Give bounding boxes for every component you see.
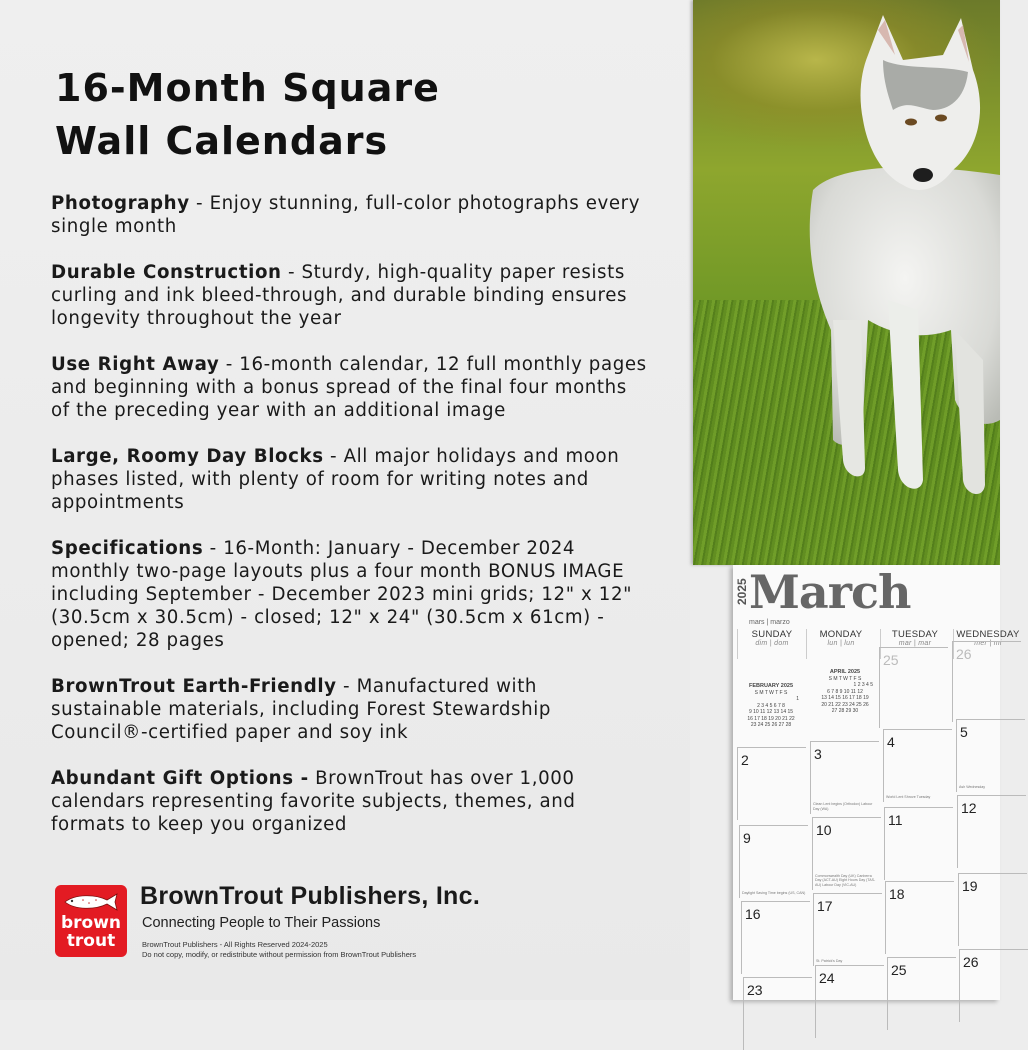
day-cell[interactable] (739, 825, 808, 898)
mini-calendar-row: 9 10 11 12 13 14 15 (748, 709, 794, 715)
day-name: SUNDAY (751, 629, 793, 640)
mini-calendar-title: FEBRUARY 2025 (748, 683, 794, 689)
mini-calendar-february (743, 683, 799, 729)
publisher-name: BrownTrout Publishers, Inc. (140, 882, 481, 910)
trout-icon (61, 891, 121, 913)
legal-notice (142, 940, 416, 960)
calendar-month: March (749, 565, 911, 619)
calendar-page (733, 565, 1020, 1000)
mini-calendar-row: 27 28 29 30 (831, 708, 859, 714)
day-number: 25 (883, 652, 899, 668)
legal-line-2: Do not copy, modify, or redistribute without permission from BrownTrout Publishers (142, 950, 417, 959)
calendar-month-subtitle: mars | marzo (749, 619, 790, 626)
day-number: 10 (816, 822, 832, 838)
day-cell[interactable] (887, 957, 956, 1030)
day-cell[interactable] (813, 893, 882, 966)
day-cell[interactable] (958, 873, 1027, 946)
feature-item (51, 353, 651, 422)
husky-illustration (693, 0, 1000, 565)
logo-word-2: trout (66, 931, 116, 951)
day-header-sunday (737, 629, 806, 659)
day-cell[interactable] (884, 807, 953, 880)
day-number: 23 (747, 982, 763, 998)
day-cell[interactable] (737, 747, 806, 820)
feature-item (51, 445, 651, 514)
day-cell[interactable] (885, 881, 954, 954)
day-cell[interactable] (883, 729, 952, 802)
day-number: 3 (814, 746, 822, 762)
feature-item (51, 192, 651, 238)
feature-text: Enjoy stunning, full-color photographs every single month (51, 193, 641, 237)
day-cell[interactable] (810, 741, 879, 814)
feature-name: Use Right Away (51, 354, 220, 375)
day-number: 26 (963, 954, 979, 970)
day-number: 24 (819, 970, 835, 986)
day-cell[interactable] (952, 641, 1021, 722)
feature-name: BrownTrout Earth-Friendly (51, 676, 337, 697)
mini-calendar-row: 1 2 3 4 5 (853, 682, 873, 688)
day-note: Commonwealth Day (UK) Canberra Day (ACT-AU) Eight Hours Day (TAS-AU) Labour Day (VIC-AU) (815, 873, 876, 887)
feature-name: Durable Construction (51, 262, 282, 283)
day-number: 12 (961, 800, 977, 816)
page-title (55, 62, 655, 168)
day-number: 5 (960, 724, 968, 740)
mini-calendar-row: 20 21 22 23 24 25 26 (821, 701, 869, 708)
day-number: 2 (741, 752, 749, 768)
publisher-block (55, 882, 655, 982)
feature-item (51, 675, 651, 744)
feature-separator: - (219, 354, 240, 375)
day-cell[interactable] (879, 647, 948, 728)
day-note: Clean Lent begins (Orthodox) Labour Day (WA) (813, 802, 873, 811)
mini-calendar-title: APRIL 2025 (829, 669, 861, 675)
day-note: Daylight Saving Time begins (US, CAN) (742, 890, 806, 895)
logo-word-1: brown (60, 913, 122, 933)
day-note: Ash Wednesday (959, 784, 986, 789)
mini-calendar-dow: S M T W T F S (828, 675, 862, 682)
day-cell[interactable] (957, 795, 1026, 868)
day-number: 17 (817, 898, 833, 914)
feature-item (51, 261, 651, 330)
day-name: MONDAY (819, 629, 863, 640)
mini-calendar-row: 16 17 18 19 20 21 22 (747, 715, 795, 722)
feature-text: Manufactured with sustainable materials, including Forest Stewardship Council®-certified paper and soy ink (51, 676, 551, 743)
legal-line-1: BrownTrout Publishers - All Rights Reserved 2024-2025 (142, 940, 328, 949)
day-cell[interactable] (812, 817, 881, 890)
day-name: WEDNESDAY (956, 629, 1020, 640)
day-cell[interactable] (741, 901, 810, 974)
day-number: 9 (743, 830, 751, 846)
day-number: 26 (956, 646, 972, 662)
day-number: 19 (962, 878, 978, 894)
feature-text: 16-month calendar, 12 full monthly pages and beginning with a bonus spread of the final four months of the preceding year with an additional image (51, 354, 647, 421)
day-subname: dim | dom (755, 640, 789, 647)
day-name: TUESDAY (891, 629, 939, 640)
feature-text: BrownTrout has over 1,000 calendars representing favorite subjects, themes, and formats to keep you organized (51, 768, 576, 835)
feature-text: All major holidays and moon phases listed, with plenty of room for writing notes and appointments (51, 446, 620, 513)
husky-photo (693, 0, 1000, 565)
feature-text: 16-Month: January - December 2024 monthly two-page layouts plus a four month BONUS IMAGE including September - December 2023 mini grids; 12" x 12" (30.5cm x 30.5cm) - closed; 12" x 24" (30.5cm x 61cm) - opened; 28 pages (51, 538, 633, 651)
feature-separator: - (281, 262, 302, 283)
mini-calendar-row: 6 7 8 9 10 11 12 (827, 688, 863, 695)
day-cell[interactable] (815, 965, 884, 1038)
title-line-2: Wall Calendars (55, 119, 389, 163)
publisher-tagline: Connecting People to Their Passions (142, 915, 381, 931)
feature-separator: - (323, 446, 344, 467)
mini-calendar-row: 1 (796, 696, 799, 702)
day-subname: mar | mar (898, 640, 932, 647)
day-number: 18 (889, 886, 905, 902)
feature-separator: - (336, 676, 357, 697)
feature-separator: - (189, 193, 210, 214)
feature-name: Photography (51, 193, 190, 214)
feature-text: Sturdy, high-quality paper resists curling and ink bleed-through, and durable binding ensures longevity throughout the year (51, 262, 628, 329)
mini-calendar-row: 2 3 4 5 6 7 8 (757, 702, 785, 709)
feature-item (51, 537, 651, 652)
feature-separator: - (203, 538, 224, 559)
feature-item (51, 767, 651, 836)
mini-calendar-april (817, 669, 873, 715)
day-note: St. Patrick's Day (816, 958, 843, 963)
calendar-year: 2025 (735, 578, 749, 605)
feature-name: Specifications (51, 538, 204, 559)
day-cell[interactable] (956, 719, 1025, 792)
mini-calendar-row: 23 24 25 26 27 28 (750, 722, 792, 728)
feature-name: Large, Roomy Day Blocks (51, 446, 324, 467)
feature-name: Abundant Gift Options - (51, 768, 309, 789)
day-note: World Lent Shrove Tuesday (886, 794, 931, 799)
day-number: 16 (745, 906, 761, 922)
day-subname: lun | lun (827, 640, 855, 647)
day-cell[interactable] (959, 949, 1028, 1022)
title-line-1: 16-Month Square (55, 66, 440, 110)
day-header-monday (806, 629, 875, 659)
day-number: 11 (888, 812, 903, 828)
day-subname: mer | mi (974, 640, 1002, 647)
browntrout-logo (55, 885, 127, 957)
day-number: 25 (891, 962, 907, 978)
mini-calendar-dow: S M T W T F S (754, 689, 788, 696)
day-cell[interactable] (743, 977, 812, 1050)
mini-calendar-row: 13 14 15 16 17 18 19 (821, 695, 869, 701)
feature-list (51, 192, 651, 859)
day-number: 4 (887, 734, 895, 750)
